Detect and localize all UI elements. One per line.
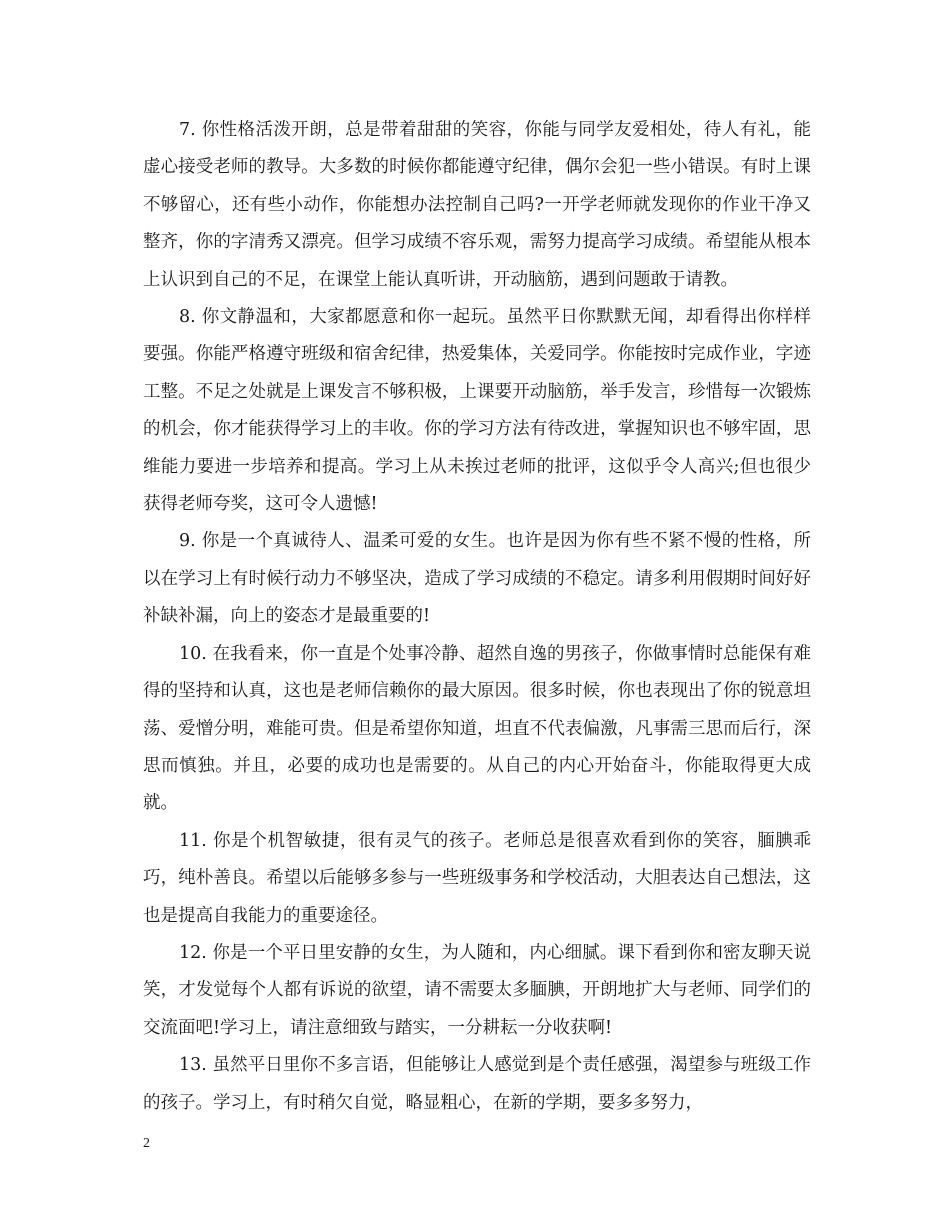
- paragraph-13: 13. 虽然平日里你不多言语，但能够让人感觉到是个责任感强，渴望参与班级工作的孩子。学习上，有时稍欠自觉，略显粗心，在新的学期，要多多努力，: [143, 1055, 811, 1113]
- paragraph-10: 10. 在我看来，你一直是个处事冷静、超然自逸的男孩子，你做事情时总能保有难得的坚持和认真，这也是老师信赖你的最大原因。很多时候，你也表现出了你的锐意坦荡、爱憎分明，难能可贵。但是希望你知道，坦直不代表偏激，凡事需三思而后行，深思而慎独。并且，必要的成功也是需要的。从自己的内心开始奋斗，你能取得更大成就。: [143, 643, 811, 814]
- paragraph-7: 7. 你性格活泼开朗，总是带着甜甜的笑容，你能与同学友爱相处，待人有礼，能虚心接受老师的教导。大多数的时候你都能遵守纪律，偶尔会犯一些小错误。有时上课不够留心，还有些小动作，你能想办法控制自己吗?一开学老师就发现你的作业干净又整齐，你的字清秀又漂亮。但学习成绩不容乐观，需努力提高学习成绩。希望能从根本上认识到自己的不足，在课堂上能认真听讲，开动脑筋，遇到问题敢于请教。: [143, 120, 811, 290]
- page-number: 2: [143, 1136, 150, 1151]
- paragraph-8: 8. 你文静温和，大家都愿意和你一起玩。虽然平日你默默无闻，却看得出你样样要强。你能严格遵守班级和宿舍纪律，热爱集体，关爱同学。你能按时完成作业，字迹工整。不足之处就是上课发言不够积极，上课要开动脑筋，举手发言，珍惜每一次锻炼的机会，你才能获得学习上的丰收。你的学习方法有待改进，掌握知识也不够牢固，思维能力要进一步培养和提高。学习上从未挨过老师的批评，这似乎令人高兴;但也很少获得老师夸奖，这可令人遗憾!: [143, 307, 811, 515]
- paragraph-12: 12. 你是一个平日里安静的女生，为人随和，内心细腻。课下看到你和密友聊天说笑，才发觉每个人都有诉说的欲望，请不需要太多腼腆，开朗地扩大与老师、同学们的交流面吧!学习上，请注意细致与踏实，一分耕耘一分收获啊!: [143, 942, 811, 1038]
- paragraph-9: 9. 你是一个真诚待人、温柔可爱的女生。也许是因为你有些不紧不慢的性格，所以在学习上有时候行动力不够坚决，造成了学习成绩的不稳定。请多利用假期时间好好补缺补漏，向上的姿态才是最重要的!: [143, 531, 811, 627]
- document-body: [143, 112, 811, 1122]
- paragraph-11: 11. 你是个机智敏捷，很有灵气的孩子。老师总是很喜欢看到你的笑容，腼腆乖巧，纯朴善良。希望以后能够多参与一些班级事务和学校活动，大胆表达自己想法，这也是提高自我能力的重要途径。: [143, 830, 811, 926]
